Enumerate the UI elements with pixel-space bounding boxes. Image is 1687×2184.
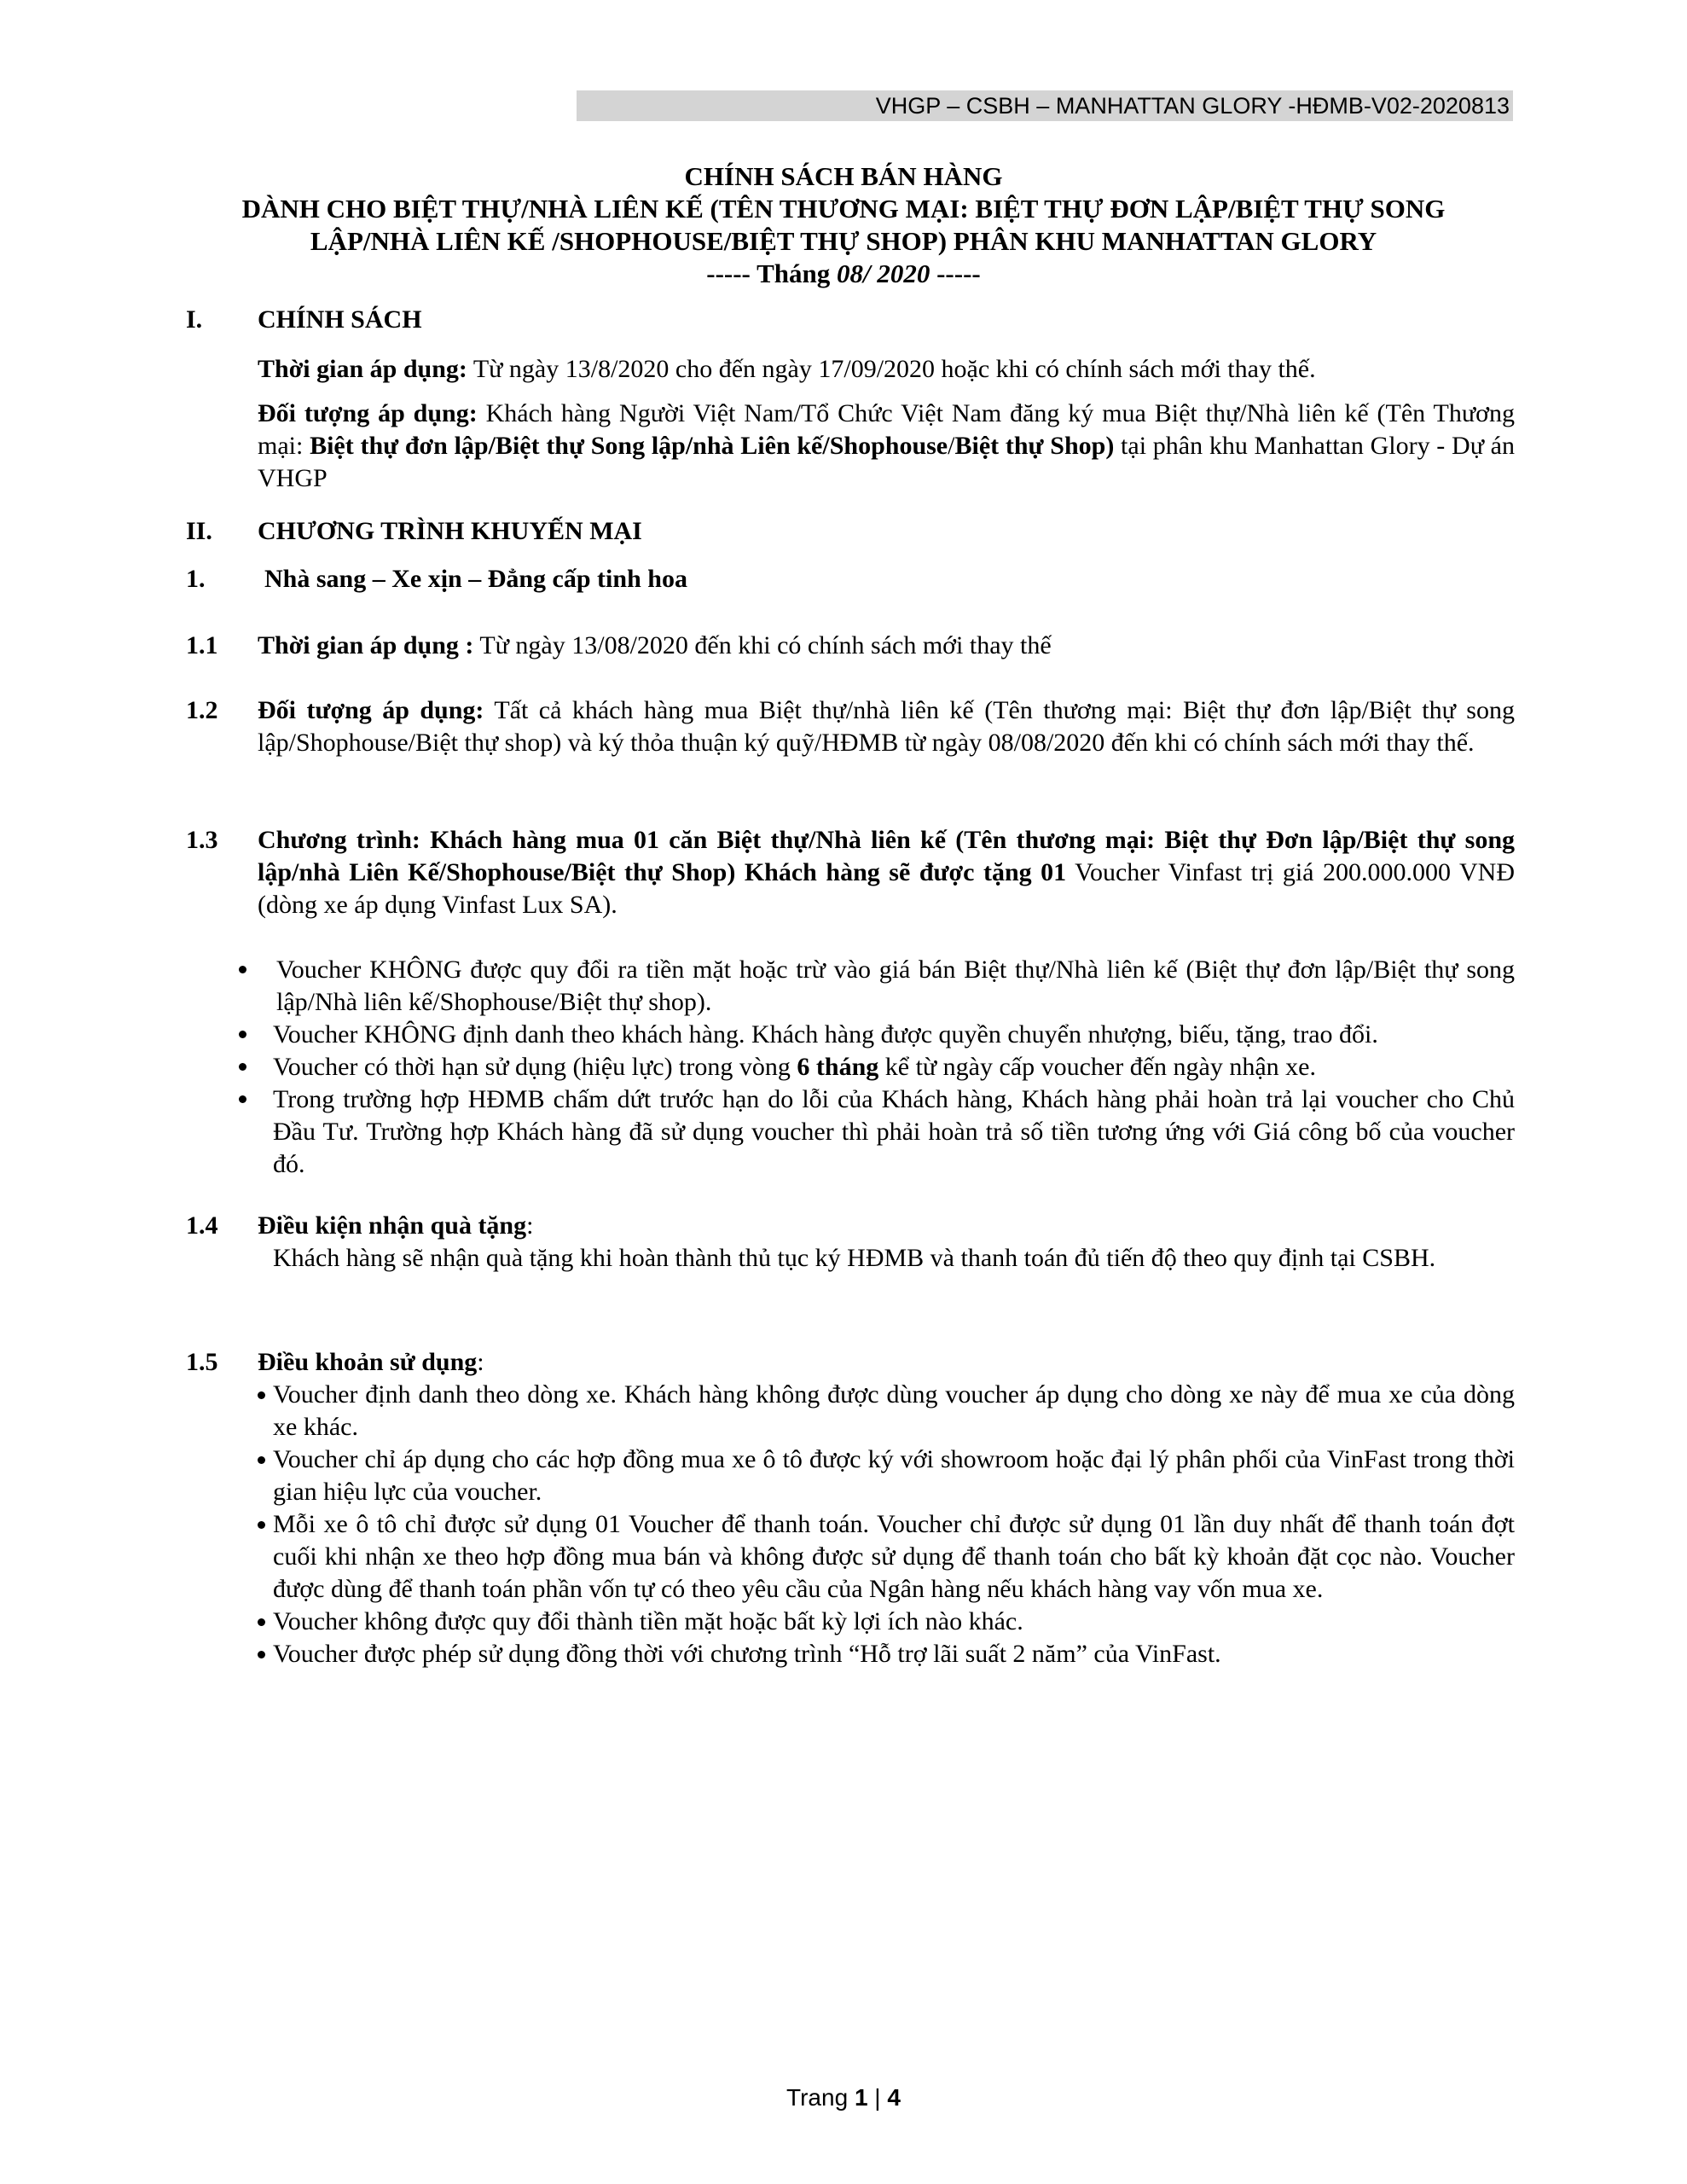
subsection-1-number: 1. bbox=[186, 565, 206, 593]
bullet-icon bbox=[239, 966, 246, 973]
item-1-2-number: 1.2 bbox=[186, 696, 218, 724]
usage-terms-list bbox=[273, 1379, 1515, 1670]
item-1-5-label: Điều khoản sử dụng bbox=[258, 1348, 478, 1376]
item-1-4-heading bbox=[258, 1210, 533, 1242]
bullet-text: Voucher có thời hạn sử dụng (hiệu lực) trong vòng bbox=[273, 1053, 797, 1081]
footer-prefix: Trang bbox=[786, 2084, 855, 2111]
item-1-1-text: Từ ngày 13/08/2020 đến khi có chính sách mới thay thế bbox=[473, 631, 1052, 659]
item-1-3-text: Voucher Vinfast trị giá 200.000.000 VNĐ (dòng xe áp dụng Vinfast Lux SA). bbox=[258, 858, 1515, 919]
target-label: Đối tượng áp dụng: bbox=[258, 399, 478, 427]
bullet-text: Voucher chỉ áp dụng cho các hợp đồng mua xe ô tô được ký với showroom hoặc đại lý phân phối của VinFast trong thời gian hiệu lực của voucher. bbox=[273, 1445, 1515, 1506]
item-1-5-colon: : bbox=[477, 1348, 484, 1376]
section-2-number: II. bbox=[186, 517, 212, 545]
bullet-icon bbox=[239, 1063, 246, 1071]
list-item bbox=[273, 1379, 1515, 1443]
bullet-icon bbox=[258, 1456, 265, 1464]
item-1-1-label: Thời gian áp dụng : bbox=[258, 631, 474, 659]
item-1-2 bbox=[258, 694, 1515, 759]
subsection-1-heading: Nhà sang – Xe xịn – Đẳng cấp tinh hoa bbox=[264, 565, 687, 593]
section-1-target bbox=[258, 398, 1515, 495]
section-2-heading: CHƯƠNG TRÌNH KHUYẾN MẠI bbox=[258, 517, 642, 545]
item-1-1 bbox=[258, 630, 1515, 662]
title-month-suffix: ----- bbox=[930, 258, 981, 288]
list-item bbox=[273, 1083, 1515, 1181]
list-item bbox=[273, 1443, 1515, 1508]
target-bold-2: Biệt thự Shop) bbox=[954, 432, 1115, 460]
list-item bbox=[273, 1019, 1515, 1051]
item-1-4-number: 1.4 bbox=[186, 1211, 218, 1240]
bullet-text: Trong trường hợp HĐMB chấm dứt trước hạn do lỗi của Khách hàng, Khách hàng phải hoàn trả lại voucher cho Chủ Đầu Tư. Trường hợp Khách hàng đã sử dụng voucher thì phải hoàn trả số tiền tương ứng với Giá công bố của voucher đó. bbox=[273, 1085, 1515, 1178]
item-1-4-label: Điều kiện nhận quà tặng bbox=[258, 1211, 527, 1240]
document-title bbox=[171, 160, 1516, 290]
footer-page-number: 1 bbox=[854, 2084, 868, 2111]
item-1-4-text: Khách hàng sẽ nhận quà tặng khi hoàn thành thủ tục ký HĐMB và thanh toán đủ tiến độ theo quy định tại CSBH. bbox=[273, 1244, 1436, 1272]
bullet-text-post: kể từ ngày cấp voucher đến ngày nhận xe. bbox=[878, 1053, 1316, 1081]
document-code: VHGP – CSBH – MANHATTAN GLORY -HĐMB-V02-2020813 bbox=[875, 93, 1510, 119]
item-1-5-number: 1.5 bbox=[186, 1348, 218, 1376]
voucher-rules-list bbox=[273, 954, 1515, 1181]
title-month-prefix: ----- Tháng bbox=[706, 258, 837, 288]
title-line-1: CHÍNH SÁCH BÁN HÀNG bbox=[684, 161, 1003, 191]
section-1-number: I. bbox=[186, 305, 203, 334]
bullet-text: Mỗi xe ô tô chỉ được sử dụng 01 Voucher để thanh toán. Voucher chỉ được sử dụng 01 lần duy nhất để thanh toán đợt cuối khi nhận xe theo hợp đồng mua bán và không được sử dụng để thanh toán cho bất kỳ khoản đặt cọc nào. Voucher được dùng để thanh toán phần vốn tự có theo yêu cầu của Ngân hàng nếu khách hàng vay vốn mua xe. bbox=[273, 1510, 1515, 1603]
list-item bbox=[273, 1606, 1515, 1638]
item-1-3 bbox=[258, 824, 1515, 921]
footer-separator: | bbox=[867, 2084, 888, 2111]
bullet-icon bbox=[239, 1095, 246, 1103]
list-item bbox=[273, 1638, 1515, 1670]
section-1-heading: CHÍNH SÁCH bbox=[258, 305, 422, 334]
bullet-text: Voucher KHÔNG được quy đổi ra tiền mặt hoặc trừ vào giá bán Biệt thự/Nhà liên kế (Biệt thự đơn lập/Biệt thự song lập/Nhà liên kế/Shophouse/Biệt thự shop). bbox=[276, 956, 1515, 1016]
item-1-2-text: Tất cả khách hàng mua Biệt thự/nhà liên kế (Tên thương mại: Biệt thự đơn lập/Biệt thự song lập/Shophouse/Biệt thự shop) và ký thỏa thuận ký quỹ/HĐMB từ ngày 08/08/2020 đến khi có chính sách mới thay thế. bbox=[258, 696, 1515, 757]
title-line-3: LẬP/NHÀ LIÊN KẾ /SHOPHOUSE/BIỆT THỰ SHOP) PHÂN KHU MANHATTAN GLORY bbox=[310, 226, 1377, 256]
bullet-text: Voucher được phép sử dụng đồng thời với chương trình “Hỗ trợ lãi suất 2 năm” của VinFast. bbox=[273, 1640, 1221, 1668]
item-1-1-number: 1.1 bbox=[186, 631, 218, 659]
list-item bbox=[273, 1508, 1515, 1606]
document-code-header bbox=[577, 90, 1513, 121]
time-label: Thời gian áp dụng: bbox=[258, 355, 467, 383]
bullet-icon bbox=[239, 1031, 246, 1038]
target-text-1: Khách hàng Người Việt Nam/Tổ Chức Việt Nam đăng ký mua Biệt thự/Nhà liên kế (Tên Thương mại: bbox=[258, 399, 1515, 460]
item-1-5-heading bbox=[258, 1346, 484, 1379]
item-1-3-bold: Chương trình: Khách hàng mua 01 căn Biệt thự/Nhà liên kế (Tên thương mại: Biệt thự Đơn lập/Biệt thự song lập/nhà Liên Kế/Shophouse/Biệt thự Shop) Khách hàng sẽ được tặng 01 bbox=[258, 826, 1515, 886]
bullet-icon bbox=[258, 1651, 265, 1658]
title-line-4 bbox=[171, 258, 1516, 290]
item-1-3-number: 1.3 bbox=[186, 826, 218, 854]
title-line-2: DÀNH CHO BIỆT THỰ/NHÀ LIÊN KẾ (TÊN THƯƠNG MẠI: BIỆT THỰ ĐƠN LẬP/BIỆT THỰ SONG bbox=[241, 194, 1446, 224]
list-item bbox=[273, 1051, 1515, 1083]
bullet-text: Voucher định danh theo dòng xe. Khách hàng không được dùng voucher áp dụng cho dòng xe này để mua xe của dòng xe khác. bbox=[273, 1380, 1515, 1441]
target-slash: / bbox=[948, 432, 955, 460]
bullet-text: Voucher không được quy đổi thành tiền mặt hoặc bất kỳ lợi ích nào khác. bbox=[273, 1607, 1023, 1635]
target-text-2: tại phân khu Manhattan Glory - Dự án VHGP bbox=[258, 432, 1515, 492]
time-text: Từ ngày 13/8/2020 cho đến ngày 17/09/2020 hoặc khi có chính sách mới thay thế. bbox=[467, 355, 1316, 383]
bullet-icon bbox=[258, 1618, 265, 1626]
title-month: 08/ 2020 bbox=[836, 258, 930, 288]
footer-page-total: 4 bbox=[887, 2084, 901, 2111]
list-item bbox=[273, 954, 1515, 1019]
bullet-icon bbox=[258, 1391, 265, 1399]
bullet-icon bbox=[258, 1521, 265, 1529]
section-1-time bbox=[258, 353, 1515, 386]
target-bold: Biệt thự đơn lập/Biệt thự Song lập/nhà Liên kế/Shophouse bbox=[310, 432, 948, 460]
item-1-4-colon: : bbox=[526, 1211, 534, 1240]
bullet-text: Voucher KHÔNG định danh theo khách hàng. Khách hàng được quyền chuyển nhượng, biếu, tặng, trao đổi. bbox=[273, 1020, 1378, 1048]
bullet-bold: 6 tháng bbox=[797, 1053, 879, 1081]
page-footer bbox=[0, 2082, 1687, 2114]
item-1-2-label: Đối tượng áp dụng: bbox=[258, 696, 484, 724]
